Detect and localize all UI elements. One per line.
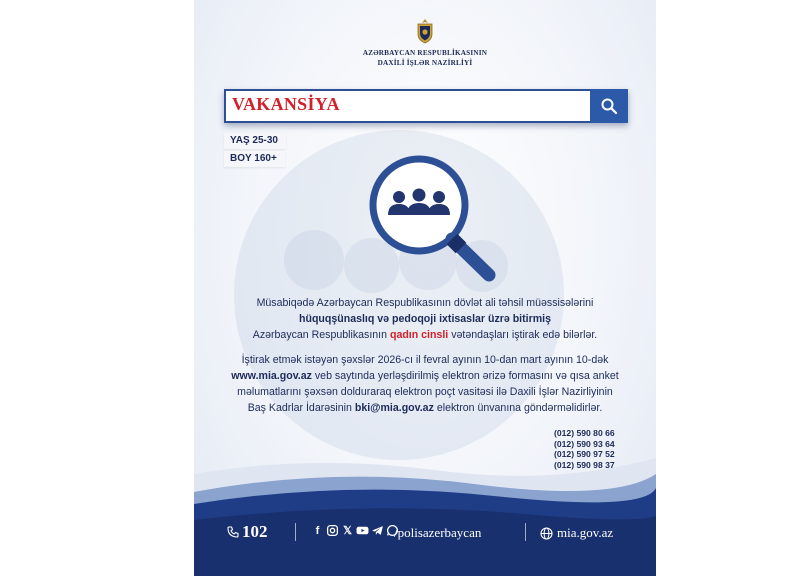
application-line1: İştirak etmək istəyən şəxslər 2026-cı il fevral ayının 10-dan mart ayının 10-dək bbox=[241, 354, 609, 366]
youtube-icon[interactable] bbox=[356, 524, 369, 537]
footer-divider bbox=[295, 523, 296, 541]
height-requirement-badge: BOY 160+ bbox=[224, 151, 285, 167]
eligibility-line1: Müsabiqədə Azərbaycan Respublikasının dövlət ali təhsil müəssisələrini bbox=[256, 297, 594, 309]
vacancy-search-bar bbox=[224, 89, 628, 123]
vacancy-title: VAKANSİYA bbox=[232, 94, 340, 114]
social-icons bbox=[311, 524, 399, 537]
phone-number[interactable]: (012) 590 93 64 bbox=[554, 438, 615, 449]
phone-number[interactable]: (012) 590 80 66 bbox=[554, 428, 615, 438]
footer-wave-background bbox=[194, 444, 656, 576]
x-icon[interactable]: 𝕏 bbox=[343, 525, 352, 537]
ministry-name bbox=[344, 49, 506, 68]
ministry-emblem-icon bbox=[416, 18, 434, 44]
vacancy-poster bbox=[194, 0, 656, 576]
application-line3: məlumatlarını şəxsən dolduraraq elektron poçt vasitəsi ilə Daxili İşlər Nazirliyinin bbox=[237, 386, 613, 398]
ministry-name-line2: DAXİLİ İŞLƏR NAZİRLİYİ bbox=[377, 58, 473, 67]
instagram-icon[interactable] bbox=[326, 524, 339, 537]
application-line2-rest: veb saytında yerləşdirilmiş elektron ərizə formasını və qısa anket bbox=[311, 370, 619, 382]
magnifier-people-icon bbox=[349, 155, 509, 290]
hotline[interactable] bbox=[227, 522, 268, 542]
application-line2 bbox=[212, 368, 638, 384]
eligibility-line2: hüquqşünaslıq və pedoqoji ixtisaslar üzrə bitirmiş bbox=[299, 313, 551, 325]
application-line4-post: elektron ünvanına göndərməlidirlər. bbox=[433, 402, 603, 414]
phone-icon bbox=[227, 526, 239, 538]
ministry-name-line1: AZƏRBAYCAN RESPUBLİKASININ bbox=[362, 49, 488, 57]
eligibility-line3-pre: Azərbaycan Respublikasının bbox=[252, 329, 390, 341]
social-handle[interactable]: /polisazerbaycan bbox=[394, 525, 482, 540]
phone-number[interactable]: (012) 590 98 37 bbox=[554, 459, 615, 470]
eligibility-line3 bbox=[214, 327, 636, 343]
facebook-icon[interactable]: f bbox=[315, 524, 320, 537]
footer-contacts bbox=[194, 518, 656, 546]
footer-website[interactable] bbox=[540, 525, 613, 541]
eligibility-line3-post: vətəndaşları iştirak edə bilərlər. bbox=[448, 329, 598, 341]
globe-icon bbox=[540, 527, 553, 540]
website-text: mia.gov.az bbox=[557, 525, 614, 540]
eligibility-text bbox=[214, 295, 636, 343]
gender-highlight: qadın cinsli bbox=[389, 329, 449, 341]
telegram-icon[interactable] bbox=[371, 524, 384, 537]
application-line4-pre: Baş Kadrlar İdarəsinin bbox=[247, 402, 355, 414]
search-icon bbox=[600, 97, 618, 115]
footer-divider bbox=[525, 523, 526, 541]
application-line4 bbox=[212, 400, 638, 416]
email-link[interactable]: bki@mia.gov.az bbox=[354, 402, 434, 414]
website-link[interactable]: www.mia.gov.az bbox=[231, 370, 312, 382]
background-silhouette bbox=[284, 230, 344, 290]
application-text bbox=[212, 352, 638, 416]
phone-number[interactable]: (012) 590 97 52 bbox=[554, 449, 615, 460]
age-requirement-badge: YAŞ 25-30 bbox=[224, 133, 286, 149]
search-button[interactable] bbox=[590, 89, 628, 123]
hotline-number: 102 bbox=[242, 522, 268, 541]
